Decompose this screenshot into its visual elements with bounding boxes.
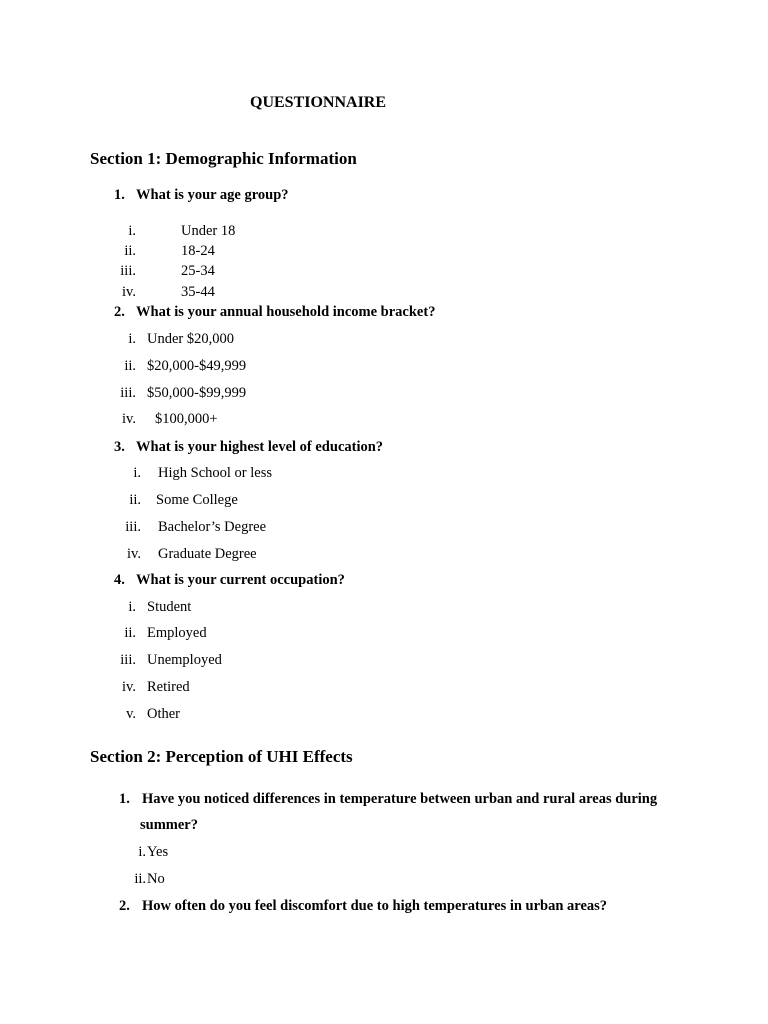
option-number: iv. <box>127 546 141 562</box>
question-1-text-line-1: Have you noticed differences in temperature between urban and rural areas during <box>142 791 658 807</box>
option-number: v. <box>126 706 136 722</box>
option-text: Employed <box>147 625 207 641</box>
question-2-number: 2. <box>119 898 130 914</box>
option-text: 25-34 <box>181 263 215 279</box>
option-number: i. <box>128 599 136 615</box>
option-number: iv. <box>122 411 136 427</box>
option-number: i. <box>128 223 136 239</box>
option-number: ii. <box>124 243 136 259</box>
option-number: i. <box>138 844 146 860</box>
question-3-text: What is your highest level of education? <box>136 439 384 455</box>
option-text: Student <box>147 599 192 615</box>
option-number: iv. <box>122 679 136 695</box>
question-1-number: 1. <box>114 187 125 203</box>
question-4-text: What is your current occupation? <box>136 572 345 588</box>
option-text: Yes <box>147 844 169 860</box>
option-text: Other <box>147 706 181 722</box>
option-text: $100,000+ <box>155 411 218 427</box>
option-number: ii. <box>124 358 136 374</box>
option-text: No <box>147 871 165 887</box>
option-text: Under 18 <box>181 223 236 239</box>
option-text: Unemployed <box>147 652 222 668</box>
question-1-number: 1. <box>119 791 130 807</box>
option-text: Bachelor’s Degree <box>158 519 267 535</box>
option-text: 35-44 <box>181 284 215 300</box>
section-2-heading: Section 2: Perception of UHI Effects <box>90 747 353 766</box>
option-text: Graduate Degree <box>158 546 257 562</box>
option-number: iv. <box>122 284 136 300</box>
question-4-number: 4. <box>114 572 125 588</box>
option-text: High School or less <box>158 465 272 481</box>
option-text: $20,000-$49,999 <box>147 358 247 374</box>
option-text: Retired <box>147 679 190 695</box>
option-text: Under $20,000 <box>147 331 234 347</box>
question-2-number: 2. <box>114 304 125 320</box>
question-2-text: What is your annual household income bracket? <box>136 304 436 320</box>
option-text: 18-24 <box>181 243 215 259</box>
option-number: iii. <box>120 263 136 279</box>
option-text: $50,000-$99,999 <box>147 385 247 401</box>
question-1-text-line-2: summer? <box>140 817 198 833</box>
question-3-number: 3. <box>114 439 125 455</box>
option-number: ii. <box>129 492 141 508</box>
page-title: QUESTIONNAIRE <box>250 94 387 111</box>
option-number: ii. <box>124 625 136 641</box>
option-number: i. <box>128 331 136 347</box>
option-number: iii. <box>120 652 136 668</box>
option-text: Some College <box>156 492 238 508</box>
option-number: iii. <box>120 385 136 401</box>
question-2-text: How often do you feel discomfort due to high temperatures in urban areas? <box>142 898 608 914</box>
question-1-text: What is your age group? <box>136 187 289 203</box>
option-number: iii. <box>125 519 141 535</box>
section-1-heading: Section 1: Demographic Information <box>90 149 357 168</box>
option-number: ii. <box>134 871 146 887</box>
option-number: i. <box>133 465 141 481</box>
